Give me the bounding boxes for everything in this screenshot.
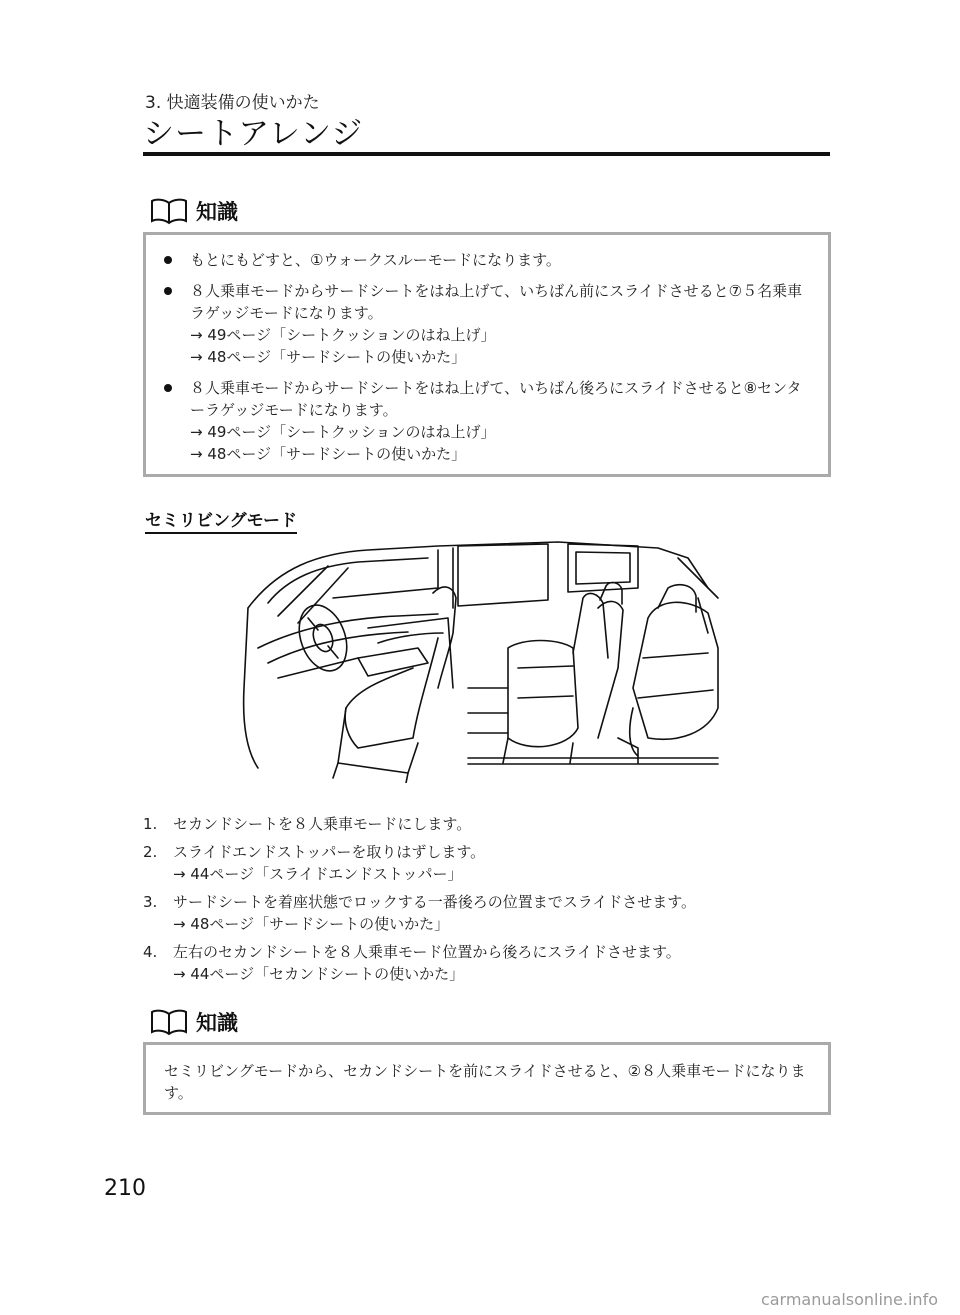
knowledge-box-2 <box>143 1042 831 1115</box>
instruction-steps <box>143 813 833 991</box>
list-item <box>162 249 810 271</box>
step-number: 4. <box>143 943 158 961</box>
page-reference: → 48ページ「サードシートの使いかた」 <box>190 445 467 463</box>
knowledge-label: 知識 <box>196 200 238 224</box>
page-title: シートアレンジ <box>143 116 364 152</box>
list-item <box>162 280 810 368</box>
book-icon <box>150 1008 188 1036</box>
step-item <box>143 891 833 935</box>
chapter-label: 3. 快適装備の使いかた <box>145 93 320 113</box>
knowledge-label: 知識 <box>196 1011 238 1035</box>
step-text: 左右のセカンドシートを８人乗車モード位置から後ろにスライドさせます。 <box>173 943 681 961</box>
knowledge-box-1 <box>143 232 831 477</box>
step-number: 2. <box>143 843 158 861</box>
book-icon <box>150 197 188 225</box>
step-text: セカンドシートを８人乗車モードにします。 <box>173 815 472 833</box>
page-reference: → 49ページ「シートクッションのはね上げ」 <box>190 423 496 441</box>
page-reference: → 44ページ「セカンドシートの使いかた」 <box>173 965 465 983</box>
step-text: スライドエンドストッパーを取りはずします。 <box>173 843 486 861</box>
page-reference: → 49ページ「シートクッションのはね上げ」 <box>190 326 496 344</box>
page-reference: → 48ページ「サードシートの使いかた」 <box>173 915 450 933</box>
step-number: 3. <box>143 893 158 911</box>
step-item <box>143 941 833 985</box>
bullet-text: もとにもどすと、①ウォークスルーモードになります。 <box>190 251 561 269</box>
car-interior-illustration <box>238 538 738 783</box>
bullet-text: ８人乗車モードからサードシートをはね上げて、いちばん前にスライドさせると⑦５名乗車ラゲッジモードになります。 <box>190 282 803 322</box>
watermark: carmanualsonline.info <box>760 1290 938 1309</box>
bullet-text: ８人乗車モードからサードシートをはね上げて、いちばん後ろにスライドさせると⑧センターラゲッジモードになります。 <box>190 379 802 419</box>
knowledge-heading-1 <box>150 196 238 226</box>
step-number: 1. <box>143 815 158 833</box>
page-number: 210 <box>104 1176 146 1201</box>
step-item <box>143 841 833 885</box>
list-item <box>162 377 810 465</box>
page-reference: → 48ページ「サードシートの使いかた」 <box>190 348 467 366</box>
step-text: サードシートを着座状態でロックする一番後ろの位置までスライドさせます。 <box>173 893 697 911</box>
section-heading: セミリビングモード <box>145 506 297 534</box>
title-rule <box>143 152 830 156</box>
knowledge-heading-2 <box>150 1007 238 1037</box>
knowledge-text: セミリビングモードから、セカンドシートを前にスライドさせると、②８人乗車モードになります。 <box>164 1062 806 1102</box>
step-item <box>143 813 833 835</box>
page-reference: → 44ページ「スライドエンドストッパー」 <box>173 865 463 883</box>
